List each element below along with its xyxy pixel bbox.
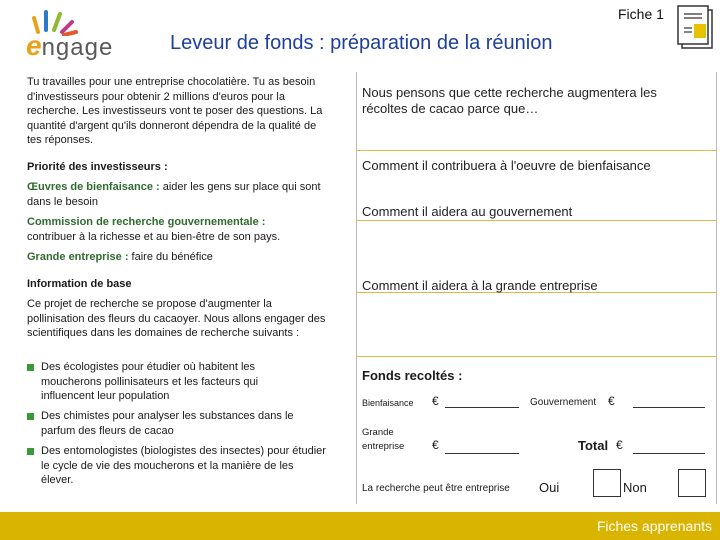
priority-entreprise-text: faire du bénéfice [131, 251, 213, 263]
divider [356, 356, 716, 357]
total-amount-field[interactable] [633, 442, 705, 454]
gouvernement-amount-field[interactable] [633, 396, 705, 408]
grande-entreprise-amount-field[interactable] [445, 442, 519, 454]
priority-gouvernement [27, 215, 332, 244]
divider [356, 150, 716, 151]
divider [356, 220, 716, 221]
bienfaisance-euro: € [432, 394, 439, 408]
logo-letter-e: e [26, 30, 42, 61]
info-text: Ce projet de recherche se propose d'augmenter la pollinisation des fleurs du cacaoyer. Nous allons engager des scientifiques dans les domaines de recherche suivants : [27, 298, 326, 339]
bullet-icon [27, 364, 34, 371]
priority-bienfaisance [27, 180, 332, 209]
answer-field-bienfaisance[interactable]: Comment il contribuera à l'oeuvre de bienfaisance [362, 158, 651, 173]
total-euro: € [616, 438, 623, 452]
footer-label: Fiches apprenants [596, 518, 712, 534]
recherche-label: La recherche peut être entreprise [362, 483, 510, 494]
page-title: Leveur de fonds : préparation de la réunion [170, 32, 553, 54]
engage-logo [12, 8, 142, 60]
non-checkbox[interactable] [678, 469, 706, 497]
bienfaisance-amount-field[interactable] [445, 396, 519, 408]
intro-text: Tu travailles pour une entreprise chocolatière. Tu as besoin d'investisseurs pour obtenir 2 millions d'euros pour la recherche. Les investisseurs vont te poser des questions. La quantité d'argent qu'ils donneront dépendra de la qualité de tes réponses. [27, 76, 323, 146]
gouvernement-label: Gouvernement [530, 397, 597, 408]
footer-bar [0, 512, 720, 540]
bullet-icon [27, 448, 34, 455]
priorities-title: Priorité des investisseurs : [27, 161, 168, 173]
worksheet-icon [676, 4, 716, 50]
answer-field-gouvernement[interactable]: Comment il aidera au gouvernement [362, 204, 573, 219]
bullet-ecologistes: Des écologistes pour étudier où habitent les moucherons pollinisateurs et les facteurs qui influencent leur population [41, 361, 259, 402]
bullet-entomologistes: Des entomologistes (biologistes des insectes) pour étudier le cycle de vie des moucherons et la manière de les élever. [41, 445, 326, 486]
bienfaisance-label: Bienfaisance [362, 398, 414, 408]
gouvernement-euro: € [608, 394, 615, 408]
info-title: Information de base [27, 278, 132, 290]
funds-title: Fonds recoltés : [362, 368, 463, 383]
right-edge-border [716, 72, 717, 504]
bullet-chimistes: Des chimistes pour analyser les substances dans le parfum des fleurs de cacao [41, 410, 294, 437]
oui-checkbox[interactable] [593, 469, 621, 497]
non-label: Non [623, 480, 647, 495]
priority-gouvernement-label: Commission de recherche gouvernementale : [27, 216, 266, 228]
right-column-border [356, 72, 357, 504]
bullet-icon [27, 413, 34, 420]
answer-field-recoltes[interactable]: Nous pensons que cette recherche augmentera les récoltes de cacao parce que… [362, 85, 657, 116]
priority-entreprise [27, 250, 332, 265]
grande-entreprise-euro: € [432, 438, 439, 452]
priority-bienfaisance-text: aider les gens sur place qui sont dans le besoin [27, 181, 321, 208]
oui-label: Oui [539, 480, 560, 495]
priority-bienfaisance-label: Œuvres de bienfaisance : [27, 181, 160, 193]
grande-entreprise-label: Grande entreprise [362, 427, 405, 452]
total-label: Total [578, 438, 609, 453]
logo-text: ngage [41, 34, 114, 61]
priority-entreprise-label: Grande entreprise : [27, 251, 129, 263]
priority-gouvernement-text: contribuer à la richesse et au bien-être de son pays. [27, 230, 281, 243]
fiche-label: Fiche 1 [618, 6, 664, 22]
answer-field-entreprise[interactable]: Comment il aidera à la grande entreprise [362, 278, 598, 293]
